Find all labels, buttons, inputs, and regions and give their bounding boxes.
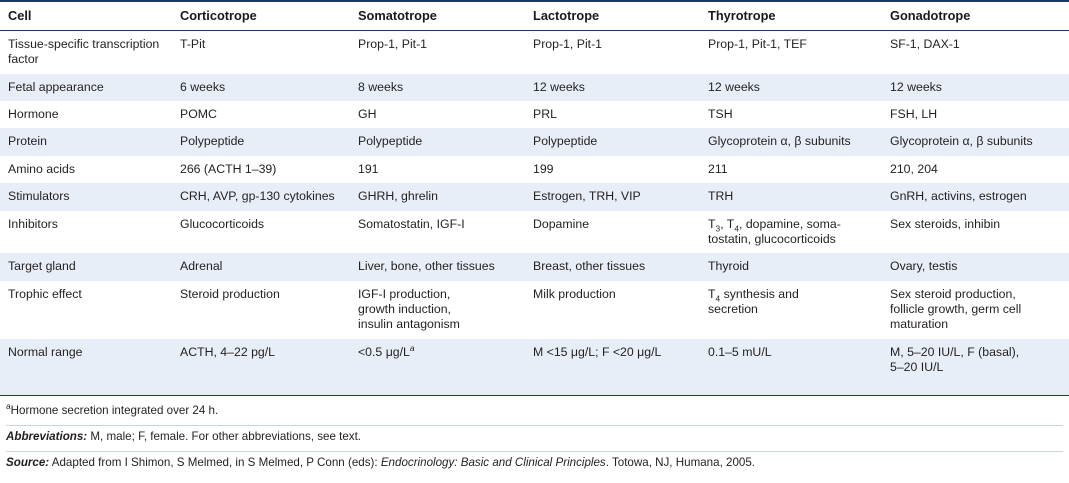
table-cell: Liver, bone, other tissues: [350, 253, 525, 280]
column-header-thyrotrope: Thyrotrope: [700, 1, 882, 31]
table-cell-thyrotrope-inhibitors: $T_3$, $T_4$, dopamine, soma- tostatin, glucocorticoids: [700, 211, 882, 254]
table-cell: 199: [525, 156, 700, 183]
table-cell: M, 5–20 IU/L, F (basal), 5–20 IU/L: [882, 339, 1069, 396]
table-cell: Breast, other tissues: [525, 253, 700, 280]
table-cell: TSH: [700, 101, 882, 128]
table-cell: FSH, LH: [882, 101, 1069, 128]
table-notes: [0, 396, 1069, 474]
table-cell: PRL: [525, 101, 700, 128]
row-label: Tissue-specific transcription factor: [0, 31, 172, 74]
abbreviations-row: [6, 425, 1063, 449]
abbreviations-label: Abbreviations:: [6, 430, 88, 444]
table-row: [0, 156, 1069, 183]
table-header-row: [0, 1, 1069, 31]
table-cell: 12 weeks: [700, 74, 882, 101]
table-cell: Polypeptide: [525, 128, 700, 155]
table-body: [0, 31, 1069, 396]
table-cell: 191: [350, 156, 525, 183]
table-cell: Prop-1, Pit-1: [525, 31, 700, 74]
normal-range-value: <0.5 μg/L: [358, 344, 410, 359]
table-cell: 266 (ACTH 1–39): [172, 156, 350, 183]
table-cell-somatotrope-normal-range: [350, 339, 525, 396]
row-label: Normal range: [0, 339, 172, 396]
column-header-lactotrope: Lactotrope: [525, 1, 700, 31]
table-cell: Thyroid: [700, 253, 882, 280]
table-cell: IGF-I production, growth induction, insulin antagonism: [350, 281, 525, 339]
table-cell: Ovary, testis: [882, 253, 1069, 280]
row-label: Stimulators: [0, 183, 172, 210]
table-cell: 12 weeks: [525, 74, 700, 101]
row-label: Hormone: [0, 101, 172, 128]
table-cell: Glycoprotein α, β subunits: [882, 128, 1069, 155]
table-row: [0, 281, 1069, 339]
table-cell: Somatostatin, IGF-I: [350, 211, 525, 254]
table-cell: ACTH, 4–22 pg/L: [172, 339, 350, 396]
table-cell: 8 weeks: [350, 74, 525, 101]
table-cell: Estrogen, TRH, VIP: [525, 183, 700, 210]
source-label: Source:: [6, 455, 50, 469]
row-label: Inhibitors: [0, 211, 172, 254]
table-cell: T-Pit: [172, 31, 350, 74]
column-header-corticotrope: Corticotrope: [172, 1, 350, 31]
table-row: [0, 253, 1069, 280]
row-label: Target gland: [0, 253, 172, 280]
footnote-row: [6, 400, 1063, 423]
table-cell: M <15 μg/L; F <20 μg/L: [525, 339, 700, 396]
table-cell: Dopamine: [525, 211, 700, 254]
row-label: Amino acids: [0, 156, 172, 183]
table-cell: GnRH, activins, estrogen: [882, 183, 1069, 210]
table-cell: Prop-1, Pit-1, TEF: [700, 31, 882, 74]
table-row: [0, 339, 1069, 396]
column-header-somatotrope: Somatotrope: [350, 1, 525, 31]
source-row: [6, 451, 1063, 475]
table-cell: GH: [350, 101, 525, 128]
row-label: Trophic effect: [0, 281, 172, 339]
table-cell: POMC: [172, 101, 350, 128]
table-cell: Polypeptide: [350, 128, 525, 155]
table-row: [0, 128, 1069, 155]
table-cell: 12 weeks: [882, 74, 1069, 101]
table-cell: Steroid production: [172, 281, 350, 339]
table-cell: Glycoprotein α, β subunits: [700, 128, 882, 155]
column-header-cell: Cell: [0, 1, 172, 31]
table-cell-thyrotrope-trophic: $T_4$ synthesis and secretion: [700, 281, 882, 339]
table-row: [0, 101, 1069, 128]
table-cell: 0.1–5 mU/L: [700, 339, 882, 396]
table-cell: SF-1, DAX-1: [882, 31, 1069, 74]
table-cell: CRH, AVP, gp-130 cytokines: [172, 183, 350, 210]
column-header-gonadotrope: Gonadotrope: [882, 1, 1069, 31]
abbreviations-text: M, male; F, female. For other abbreviations, see text.: [87, 430, 362, 444]
table-row: [0, 74, 1069, 101]
table-cell: 6 weeks: [172, 74, 350, 101]
table-cell: Milk production: [525, 281, 700, 339]
table-cell: GHRH, ghrelin: [350, 183, 525, 210]
table-row: [0, 211, 1069, 254]
row-label: Fetal appearance: [0, 74, 172, 101]
table-cell: 211: [700, 156, 882, 183]
footnote-marker: a: [409, 342, 415, 353]
footnote-marker-note: a: [6, 401, 11, 412]
table-cell: Glucocorticoids: [172, 211, 350, 254]
row-label: Protein: [0, 128, 172, 155]
table-row: [0, 31, 1069, 74]
table-cell: Sex steroid production, follicle growth, germ cell maturation: [882, 281, 1069, 339]
source-text-post: . Totowa, NJ, Humana, 2005.: [605, 455, 756, 469]
source-title: Endocrinology: Basic and Clinical Principles: [380, 455, 606, 469]
table-cell: Adrenal: [172, 253, 350, 280]
table-cell: Polypeptide: [172, 128, 350, 155]
table-cell: 210, 204: [882, 156, 1069, 183]
table-cell: TRH: [700, 183, 882, 210]
table-row: [0, 183, 1069, 210]
source-text-pre: Adapted from I Shimon, S Melmed, in S Melmed, P Conn (eds):: [49, 455, 381, 469]
table-cell: Prop-1, Pit-1: [350, 31, 525, 74]
footnote-text: Hormone secretion integrated over 24 h.: [10, 404, 219, 418]
table-cell: Sex steroids, inhibin: [882, 211, 1069, 254]
table-header: [0, 1, 1069, 31]
